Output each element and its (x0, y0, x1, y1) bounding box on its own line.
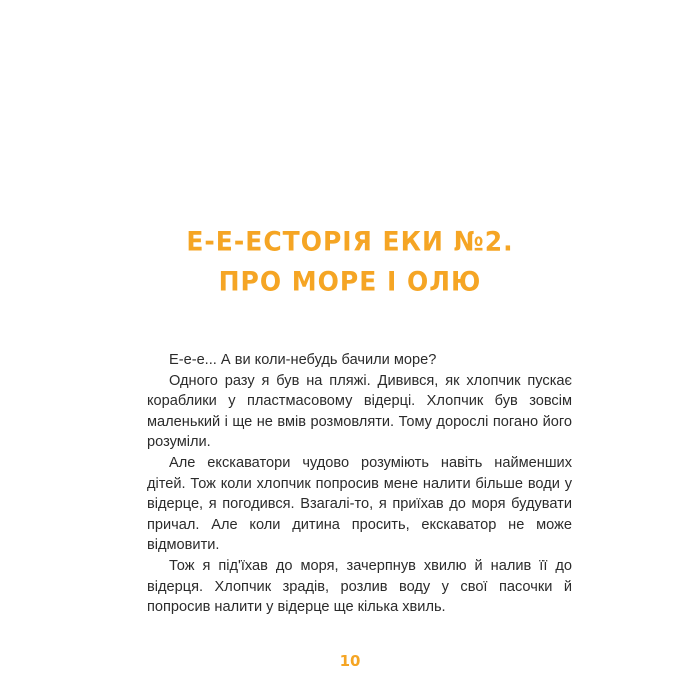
page-number: 10 (339, 652, 361, 670)
chapter-title (0, 222, 700, 302)
paragraph: Тож я під'їхав до моря, зачерпнув хвилю й налив її до відерця. Хлопчик зрадів, розлив воду у свої пасочки й попросив налити у відерце ще кілька хвиль. (147, 557, 572, 616)
chapter-title-line-1: Е-Е-ЕСТОРІЯ ЕКИ №2. (186, 225, 514, 258)
paragraph: Одного разу я був на пляжі. Дивився, як хлопчик пускає кораблики у пластмасовому відерці. Хлопчик був зовсім маленький і ще не вмів розмовляти. Тому дорослі погано його розуміли. (147, 372, 572, 451)
paragraph: Але екскаватори чудово розуміють навіть найменших дітей. Тож коли хлопчик попросив мене налити більше води у відерце, я погодився. Взагалі-то, я приїхав до моря будувати причал. Але коли дитина просить, екскаватор не може відмовити. (147, 454, 572, 554)
paragraph: Е-е-е... А ви коли-небудь бачили море? (169, 352, 437, 368)
chapter-title-line-2: ПРО МОРЕ І ОЛЮ (218, 265, 482, 298)
story-text (147, 350, 572, 618)
